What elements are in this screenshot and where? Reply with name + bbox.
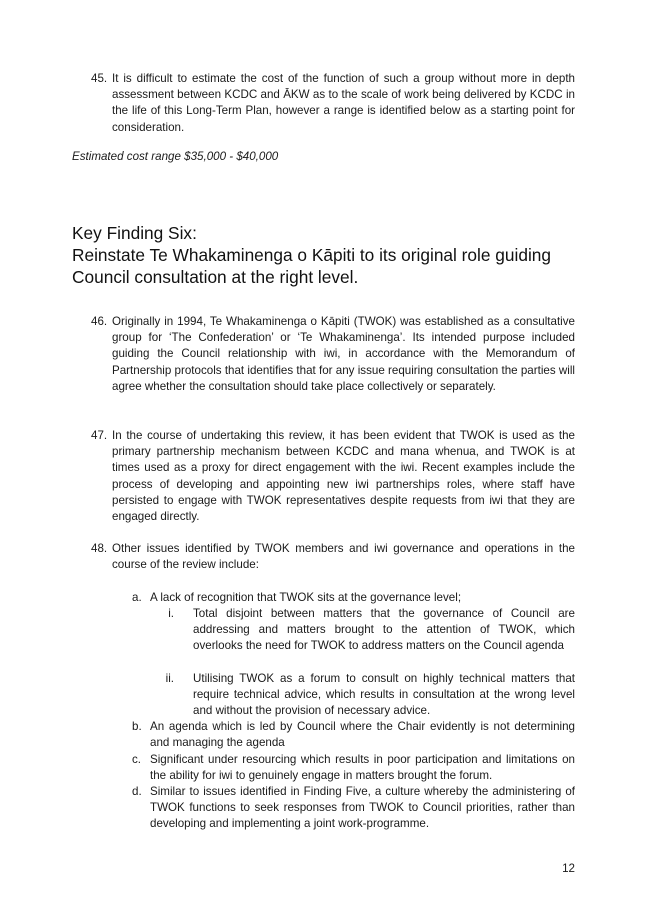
- list-item-label: i.: [168, 607, 174, 620]
- list-item-d: [132, 784, 575, 833]
- paragraph-text: Originally in 1994, Te Whakaminenga o Kāpiti (TWOK) was established as a consultative group for ‘The Confederation’ or ‘Te Whakaminenga’. Its intended purpose included guiding the Council relationship with iwi, in accordance with the Memorandum of Partnership protocols that identifies that for any issue requiring consultation the parties will agree whether the consultation should take place collectively or separately.: [112, 315, 575, 393]
- list-item-text: Similar to issues identified in Finding Five, a culture whereby the administering of TWOK functions to seek responses from TWOK to Council priorities, rather than developing and implementing a joint work-programme.: [150, 785, 575, 831]
- list-item-text: Utilising TWOK as a forum to consult on highly technical matters that require technical advice, which results in consultation at the wrong level and without the provision of necessary advice.: [193, 672, 575, 718]
- paragraph-number: 47.: [91, 429, 108, 442]
- list-item-label: a.: [132, 591, 142, 604]
- list-item-b: [132, 719, 575, 751]
- list-item-label: b.: [132, 720, 142, 733]
- paragraph-47: [91, 428, 575, 525]
- paragraph-text: It is difficult to estimate the cost of the function of such a group without more in depth assessment between KCDC and ĀKW as to the scale of work being delivered by KCDC in the life of this Long-Term Plan, however a range is identified below as a starting point for consideration.: [112, 72, 575, 134]
- heading-line-2: Reinstate Te Whakaminenga o Kāpiti to its original role guiding: [72, 245, 552, 265]
- list-item-label: d.: [132, 785, 142, 798]
- paragraph-number: 46.: [91, 315, 108, 328]
- paragraph-number: 45.: [91, 72, 108, 85]
- paragraph-text: In the course of undertaking this review, it has been evident that TWOK is used as the primary partnership mechanism between KCDC and mana whenua, and TWOK is at times used as a proxy for direct engagement with the iwi. Recent examples include the process of developing and appointing new iwi partnerships roles, where staff have persisted to engage with TWOK representatives despite requests from iwi that they are engaged directly.: [112, 429, 575, 524]
- estimated-cost-range: Estimated cost range $35,000 - $40,000: [72, 150, 279, 163]
- list-item-a-ii: [160, 671, 575, 720]
- list-item-label: ii.: [165, 672, 174, 685]
- paragraph-48: [91, 541, 575, 573]
- list-item-text: Significant under resourcing which results in poor participation and limitations on the ability for iwi to genuinely engage in matters brought the forum.: [150, 753, 575, 783]
- list-item-a-i: [160, 606, 575, 655]
- heading-line-3: Council consultation at the right level.: [72, 267, 359, 287]
- list-item-label: c.: [132, 753, 142, 766]
- list-item-a: [132, 590, 575, 606]
- list-item-text: A lack of recognition that TWOK sits at the governance level;: [150, 591, 462, 604]
- paragraph-45: [91, 71, 575, 136]
- paragraph-number: 48.: [91, 542, 108, 555]
- list-item-c: [132, 752, 575, 784]
- paragraph-text: Other issues identified by TWOK members and iwi governance and operations in the course of the review include:: [112, 542, 575, 572]
- page-number: 12: [562, 862, 575, 875]
- key-finding-heading: [72, 222, 551, 288]
- list-item-text: Total disjoint between matters that the governance of Council are addressing and matters brought to the attention of TWOK, which overlooks the need for TWOK to address matters on the Council agenda: [193, 607, 575, 653]
- paragraph-46: [91, 314, 575, 395]
- list-item-text: An agenda which is led by Council where the Chair evidently is not determining and managing the agenda: [150, 720, 575, 750]
- heading-line-1: Key Finding Six:: [72, 223, 197, 243]
